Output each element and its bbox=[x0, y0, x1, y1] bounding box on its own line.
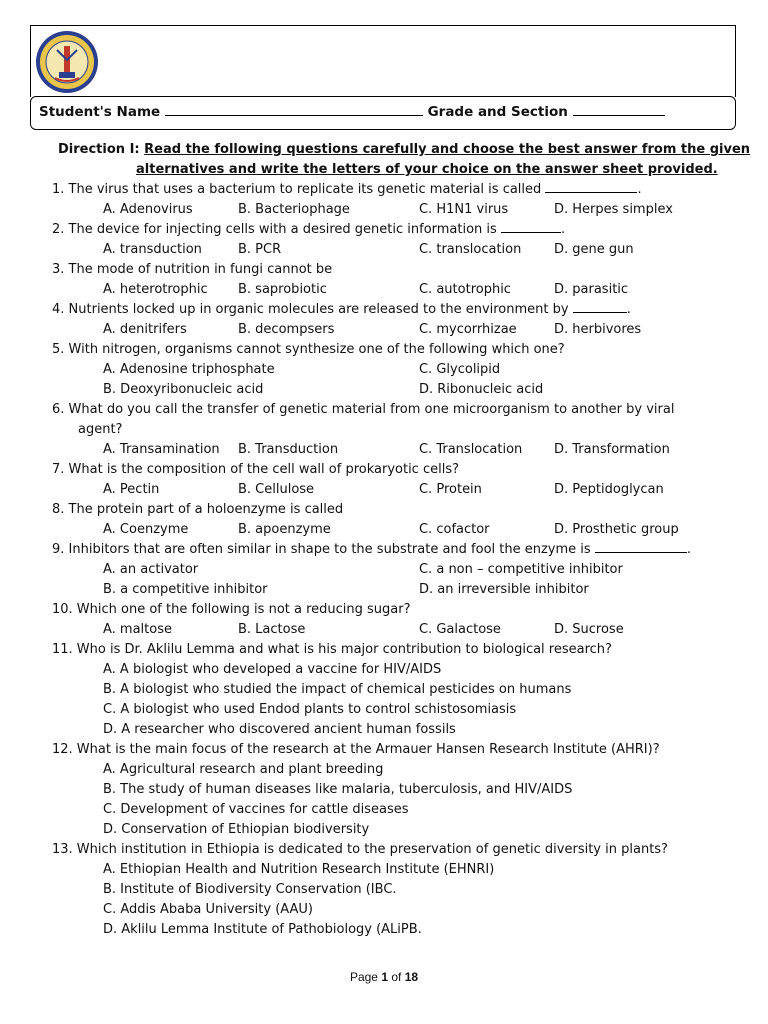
option: A. denitrifers bbox=[103, 322, 187, 337]
option: C. Addis Ababa University (AAU) bbox=[103, 902, 314, 917]
option: A. Transamination bbox=[103, 442, 220, 457]
option: D. an irreversible inhibitor bbox=[419, 582, 589, 597]
option: D. herbivores bbox=[554, 322, 642, 337]
question-stem: 9. Inhibitors that are often similar in shape to the substrate and fool the enzyme is . bbox=[52, 542, 691, 557]
option: C. Development of vaccines for cattle diseases bbox=[103, 802, 409, 817]
question-stem: 7. What is the composition of the cell wall of prokaryotic cells? bbox=[52, 462, 459, 477]
total-pages: 18 bbox=[404, 970, 419, 984]
option: D. Ribonucleic acid bbox=[419, 382, 544, 397]
header-box bbox=[30, 25, 736, 97]
option: A. Ethiopian Health and Nutrition Research Institute (EHNRI) bbox=[103, 862, 495, 877]
option: C. translocation bbox=[419, 242, 522, 257]
option-row bbox=[52, 580, 752, 600]
option: B. Bacteriophage bbox=[238, 202, 350, 217]
option-list bbox=[52, 760, 752, 840]
option-row bbox=[52, 380, 752, 400]
question-stem: 12. What is the main focus of the research at the Armauer Hansen Research Institute (AHRI)? bbox=[52, 742, 660, 757]
question-stem: 8. The protein part of a holoenzyme is called bbox=[52, 502, 344, 517]
grade-section-field[interactable] bbox=[573, 103, 665, 116]
option: D. Peptidoglycan bbox=[554, 482, 664, 497]
option: A. Agricultural research and plant breeding bbox=[103, 762, 384, 777]
option: B. decompsers bbox=[238, 322, 335, 337]
option: C. a non – competitive inhibitor bbox=[419, 562, 623, 577]
option: B. Lactose bbox=[238, 622, 306, 637]
option-row bbox=[52, 280, 752, 300]
option: D. Transformation bbox=[554, 442, 670, 457]
option: A. Pectin bbox=[103, 482, 160, 497]
question-stem: 13. Which institution in Ethiopia is dedicated to the preservation of genetic diversity in plants? bbox=[52, 842, 668, 857]
option-row bbox=[52, 360, 752, 380]
option: A. A biologist who developed a vaccine for HIV/AIDS bbox=[103, 662, 442, 677]
option: D. Conservation of Ethiopian biodiversity bbox=[103, 822, 370, 837]
direction-line-2: alternatives and write the letters of your choice on the answer sheet provided. bbox=[136, 162, 718, 177]
option: C. mycorrhizae bbox=[419, 322, 517, 337]
option: A. transduction bbox=[103, 242, 202, 257]
option: D. Sucrose bbox=[554, 622, 624, 637]
answer-blank bbox=[595, 540, 687, 553]
answer-blank bbox=[573, 300, 627, 313]
answer-blank bbox=[501, 220, 561, 233]
page-word: Page bbox=[349, 970, 378, 984]
grade-section-label: Grade and Section bbox=[427, 104, 568, 120]
option: B. Deoxyribonucleic acid bbox=[103, 382, 264, 397]
option: B. apoenzyme bbox=[238, 522, 331, 537]
option: C. Glycolipid bbox=[419, 362, 501, 377]
option: C. Translocation bbox=[419, 442, 523, 457]
option-list bbox=[52, 860, 752, 940]
of-word: of bbox=[391, 970, 402, 984]
option: B. a competitive inhibitor bbox=[103, 582, 268, 597]
direction-text bbox=[52, 140, 752, 180]
option: A. an activator bbox=[103, 562, 199, 577]
option: D. Prosthetic group bbox=[554, 522, 679, 537]
question-stem: 11. Who is Dr. Aklilu Lemma and what is his major contribution to biological research? bbox=[52, 642, 612, 657]
student-info-bar bbox=[30, 96, 736, 130]
option: C. Protein bbox=[419, 482, 482, 497]
option: B. Transduction bbox=[238, 442, 339, 457]
page-footer bbox=[0, 970, 768, 984]
question-content bbox=[52, 140, 752, 940]
option-row bbox=[52, 440, 752, 460]
question-stem: 6. What do you call the transfer of genetic material from one microorganism to another by viral bbox=[52, 402, 675, 417]
option: B. Institute of Biodiversity Conservation (IBC. bbox=[103, 882, 397, 897]
option: D. Aklilu Lemma Institute of Pathobiology (ALiPB. bbox=[103, 922, 422, 937]
option: B. Cellulose bbox=[238, 482, 315, 497]
option-row bbox=[52, 200, 752, 220]
option-row bbox=[52, 240, 752, 260]
student-name-label: Student's Name bbox=[39, 104, 161, 120]
option: D. gene gun bbox=[554, 242, 634, 257]
option: B. The study of human diseases like malaria, tuberculosis, and HIV/AIDS bbox=[103, 782, 573, 797]
option-row bbox=[52, 620, 752, 640]
current-page: 1 bbox=[381, 970, 388, 984]
option: A. heterotrophic bbox=[103, 282, 208, 297]
option: A. maltose bbox=[103, 622, 172, 637]
option: B. A biologist who studied the impact of chemical pesticides on humans bbox=[103, 682, 572, 697]
option: A. Adenosine triphosphate bbox=[103, 362, 275, 377]
question-stem: 10. Which one of the following is not a reducing sugar? bbox=[52, 602, 411, 617]
option: C. A biologist who used Endod plants to control schistosomiasis bbox=[103, 702, 517, 717]
option-list bbox=[52, 660, 752, 740]
option: C. Galactose bbox=[419, 622, 501, 637]
direction-line-1: Read the following questions carefully and choose the best answer from the given bbox=[144, 142, 751, 157]
direction-prefix: Direction I: bbox=[58, 142, 140, 157]
option: C. cofactor bbox=[419, 522, 490, 537]
option: C. H1N1 virus bbox=[419, 202, 509, 217]
option: A. Adenovirus bbox=[103, 202, 193, 217]
question-stem: 2. The device for injecting cells with a desired genetic information is . bbox=[52, 222, 566, 237]
option-row bbox=[52, 320, 752, 340]
question-stem-continued: agent? bbox=[78, 422, 123, 437]
question-stem: 5. With nitrogen, organisms cannot synthesize one of the following which one? bbox=[52, 342, 565, 357]
option: B. PCR bbox=[238, 242, 282, 257]
student-name-field[interactable] bbox=[165, 103, 423, 116]
school-logo-icon bbox=[35, 30, 99, 94]
question-stem: 3. The mode of nutrition in fungi cannot be bbox=[52, 262, 333, 277]
option: A. Coenzyme bbox=[103, 522, 189, 537]
option: D. A researcher who discovered ancient human fossils bbox=[103, 722, 456, 737]
question-stem: 4. Nutrients locked up in organic molecules are released to the environment by . bbox=[52, 302, 631, 317]
option: B. saprobiotic bbox=[238, 282, 327, 297]
option-row bbox=[52, 480, 752, 500]
option: C. autotrophic bbox=[419, 282, 511, 297]
option-row bbox=[52, 560, 752, 580]
question-stem: 1. The virus that uses a bacterium to replicate its genetic material is called . bbox=[52, 182, 642, 197]
option-row bbox=[52, 520, 752, 540]
answer-blank bbox=[545, 180, 637, 193]
option: D. Herpes simplex bbox=[554, 202, 673, 217]
option: D. parasitic bbox=[554, 282, 629, 297]
